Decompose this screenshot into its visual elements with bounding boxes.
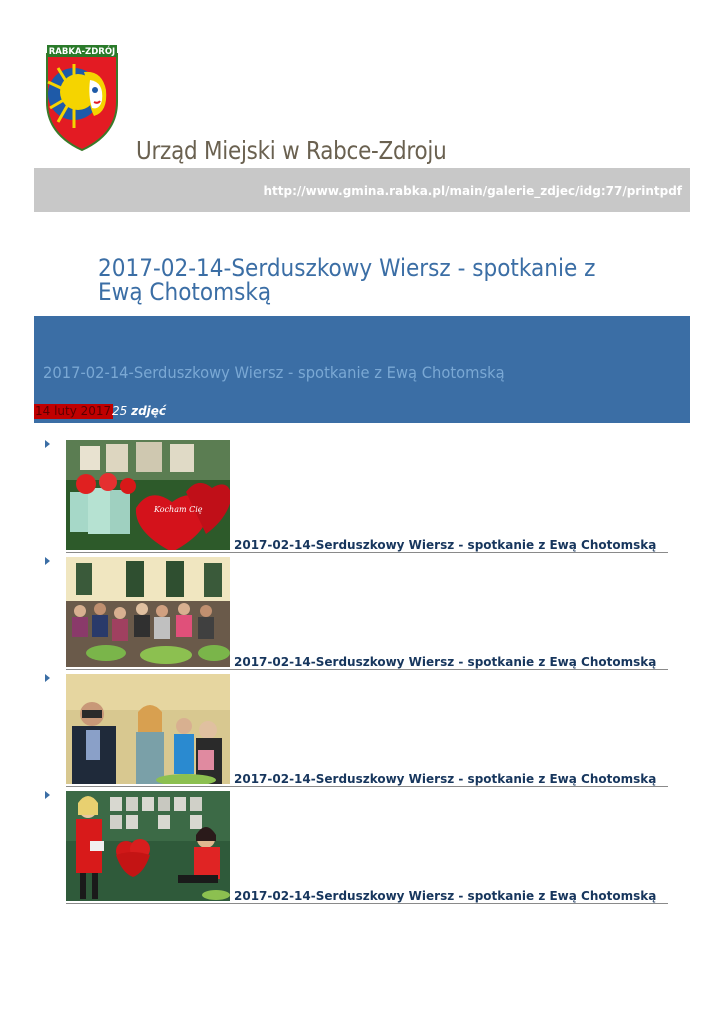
- site-title: Urząd Miejski w Rabce-Zdroju: [136, 136, 447, 165]
- gallery-item: [0, 787, 725, 904]
- hearts-photo[interactable]: [66, 440, 230, 550]
- bullet-arrow-icon: [45, 557, 50, 565]
- photo-count-number: 25: [112, 404, 128, 418]
- bullet-arrow-icon: [45, 791, 50, 799]
- gallery-title: 2017-02-14-Serduszkowy Wiersz - spotkanie z Ewą Chotomską: [43, 363, 505, 382]
- gallery-item-link[interactable]: 2017-02-14-Serduszkowy Wiersz - spotkanie z Ewą Chotomską: [234, 772, 657, 786]
- photo-count-unit: zdjęć: [131, 404, 167, 418]
- gallery-date: 14 luty 2017: [35, 404, 112, 418]
- bullet-arrow-icon: [45, 440, 50, 448]
- gallery-header-band: [34, 316, 690, 423]
- gallery-item: [0, 670, 725, 787]
- children-photo[interactable]: [66, 674, 230, 784]
- svg-text:Kocham Cię: Kocham Cię: [154, 505, 203, 514]
- url-bar: [34, 168, 690, 212]
- gallery-item-link[interactable]: 2017-02-14-Serduszkowy Wiersz - spotkanie z Ewą Chotomską: [234, 538, 657, 552]
- item-divider: [66, 903, 668, 904]
- page-url[interactable]: http://www.gmina.rabka.pl/main/galerie_zdjec/idg:77/printpdf: [263, 184, 682, 198]
- page-heading: 2017-02-14-Serduszkowy Wiersz - spotkanie z Ewą Chotomską: [98, 254, 596, 306]
- svg-text:RABKA-ZDRÓJ: RABKA-ZDRÓJ: [48, 47, 116, 57]
- gallery-item-link[interactable]: 2017-02-14-Serduszkowy Wiersz - spotkanie z Ewą Chotomską: [234, 889, 657, 903]
- photo-count: [112, 404, 166, 419]
- bullet-arrow-icon: [45, 674, 50, 682]
- gallery-item-link[interactable]: 2017-02-14-Serduszkowy Wiersz - spotkanie z Ewą Chotomską: [234, 655, 657, 669]
- rabka-zdroj-coat-of-arms-logo: [44, 42, 120, 152]
- gallery-item: [0, 553, 725, 670]
- audience-photo[interactable]: [66, 557, 230, 667]
- speakers-photo[interactable]: [66, 791, 230, 901]
- gallery-item: [0, 436, 725, 553]
